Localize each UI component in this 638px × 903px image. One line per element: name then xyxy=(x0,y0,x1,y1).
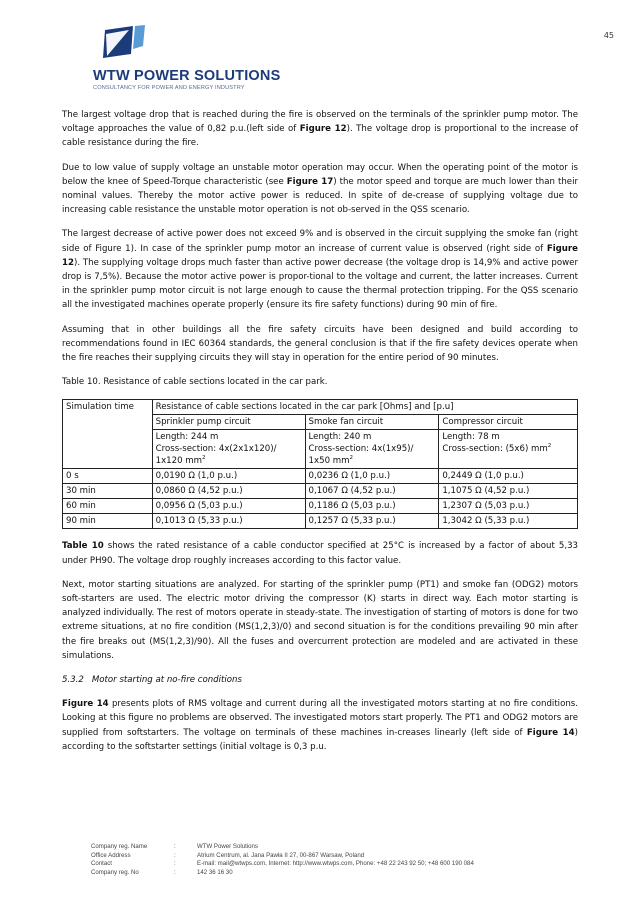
figure-ref: Figure 17 xyxy=(286,176,334,187)
paragraph-4: Assuming that in other buildings all the fire safety circuits have been designed and build according to recommendations found in IEC 60364 standards, the general conclusion is that if the fire safety devices operate when the fire reaches their supplying circuits they will stay in operation for the entire period of 90 minutes. xyxy=(62,324,578,364)
table-cell: 0,2449 Ω (1,0 p.u.) xyxy=(439,469,578,484)
table-cell: 0,0190 Ω (1,0 p.u.) xyxy=(152,469,305,484)
table-cell: 0,0860 Ω (4,52 p.u.) xyxy=(152,484,305,499)
page-body xyxy=(62,108,578,764)
table-caption: Table 10. Resistance of cable sections located in the car park. xyxy=(62,377,328,388)
footer-row: Contact : E-mail: mail@wtwps.com, Internet: http://www.wtwps.com, Phone: +48 22 243 92 50; +48 600 190 084 xyxy=(91,860,474,867)
table-header-cell: Compressor circuit xyxy=(439,415,578,430)
table-row xyxy=(63,514,578,529)
figure-ref: Figure 12 xyxy=(62,243,578,268)
table-cell: 0,1186 Ω (5,03 p.u.) xyxy=(305,499,439,514)
footer-row: Company reg. No : 142 36 16 30 xyxy=(91,868,233,876)
paragraph-2: Due to low value of supply voltage an unstable motor operation may occur. When the operating point of the motor is below the knee of Speed-Torque characteristic (see Figure 17) the motor speed and torque are much lower than their nominal values. Thereby the motor active power is reduced. In spite of de-crease of supplying voltage due to increasing cable resistance the unstable motor operation is not ob-served in the QSS scenario. xyxy=(62,162,578,216)
figure-ref: Figure 14 xyxy=(526,727,575,738)
figure-ref: Figure 14 xyxy=(62,699,109,710)
table-row xyxy=(63,499,578,514)
footer-row: Office Address : Atrium Centrum, al. Jana Pawła II 27, 00-867 Warsaw, Poland xyxy=(91,851,365,859)
table-header-cell: Resistance of cable sections located in the car park [Ohms] and [p.u] xyxy=(152,400,577,415)
table-row xyxy=(63,484,578,499)
table-cell: 90 min xyxy=(63,514,153,529)
table-header-cell: Simulation time xyxy=(63,400,153,469)
table-cell: 1,1075 Ω (4,52 p.u.) xyxy=(439,484,578,499)
cable-resistance-table xyxy=(62,399,578,529)
subsection-heading: 5.3.2 Motor starting at no-fire conditions xyxy=(62,675,242,686)
figure-ref: Table 10 xyxy=(62,541,104,552)
table-cell: 1,2307 Ω (5,03 p.u.) xyxy=(439,499,578,514)
company-logo xyxy=(93,24,281,94)
table-row xyxy=(63,400,578,415)
table-cell: 60 min xyxy=(63,499,153,514)
table-cell: Length: 240 m Cross-section: 4x(1x95)/ 1x50 $mm^2$ xyxy=(305,430,439,469)
paragraph-6: Next, motor starting situations are analyzed. For starting of the sprinkler pump (PT1) and smoke fan (ODG2) motors soft-starters are used. The electric motor driving the compressor (K) starts in direct way. Each motor starting is analyzed individually. The rest of motors operate in steady-state. The investigation of starting of motors is done for two extreme situations, at no fire condition (MS(1,2,3)/0) and second situation is for the conditions prevailing 90 min after the fire breaks out (MS(1,2,3)/90). All the fuses and overcurrent protection are modeled and are activated in these simulations. xyxy=(62,579,578,661)
paragraph-5: Table 10 shows the rated resistance of a cable conductor specified at 25°C is increased by a factor of about 5,33 under PH90. The voltage drop roughly increases according to this factor value. xyxy=(62,541,578,566)
logo-brand: WTW POWER SOLUTIONS xyxy=(93,68,281,84)
paragraph-3: The largest decrease of active power does not exceed 9% and is observed in the circuit supplying the smoke fan (right side of Figure 1). In case of the sprinkler pump motor an increase of current value is observed (right side of Figure 12). The supplying voltage drops much faster than active power decrease (the voltage drop is 14,9% and active power drop is 7,5%). Because the motor active power is propor-tional to the voltage and current, the latter increases. Current in the sprinkler pump motor circuit is not large enough to cause the thermal protection tripping. For the QSS scenario all the investigated machines operate properly (ensure its fire safety functions) during 90 min of fire. xyxy=(62,229,578,311)
paragraph-7: Figure 14 presents plots of RMS voltage and current during all the investigated motors starting at no fire conditions. Looking at this figure no problems are observed. The investigated motors start properly. The PT1 and ODG2 motors are supplied from softstarters. The voltage on terminals of these machines in-creases linearly (left side of Figure 14) according to the softstarter settings (initial voltage is 0,3 p.u. xyxy=(62,699,578,752)
table-cell: Length: 78 m Cross-section: (5x6) $mm^2$ xyxy=(439,430,578,469)
table-cell: 0,1013 Ω (5,33 p.u.) xyxy=(152,514,305,529)
logo-tagline: CONSULTANCY FOR POWER AND ENERGY INDUSTRY xyxy=(93,85,245,91)
table-cell: 1,3042 Ω (5,33 p.u.) xyxy=(439,514,578,529)
table-cell: 0,0956 Ω (5,03 p.u.) xyxy=(152,499,305,514)
table-row xyxy=(63,469,578,484)
table-header-cell: Sprinkler pump circuit xyxy=(152,415,305,430)
table-header-cell: Smoke fan circuit xyxy=(305,415,439,430)
figure-ref: Figure 12 xyxy=(299,124,347,135)
table-cell: 0,1067 Ω (4,52 p.u.) xyxy=(305,484,439,499)
table-cell: 0,0236 Ω (1,0 p.u.) xyxy=(305,469,439,484)
table-cell: 0 s xyxy=(63,469,153,484)
page-footer xyxy=(91,843,474,877)
footer-row: Company reg. Name : WTW Power Solutions xyxy=(91,843,258,850)
logo-mark-icon xyxy=(93,24,157,68)
table-cell: Length: 244 m Cross-section: 4x(2x1x120)/ 1x120 $mm^2$ xyxy=(152,430,305,469)
page-number: 45 xyxy=(603,31,614,40)
paragraph-1: The largest voltage drop that is reached during the fire is observed on the terminals of the sprinkler pump motor. The voltage approaches the value of 0,82 p.u.(left side of Figure 12). The voltage drop is proportional to the increase of cable resistance during the fire. xyxy=(62,110,578,149)
table-cell: 0,1257 Ω (5,33 p.u.) xyxy=(305,514,439,529)
table-cell: 30 min xyxy=(63,484,153,499)
